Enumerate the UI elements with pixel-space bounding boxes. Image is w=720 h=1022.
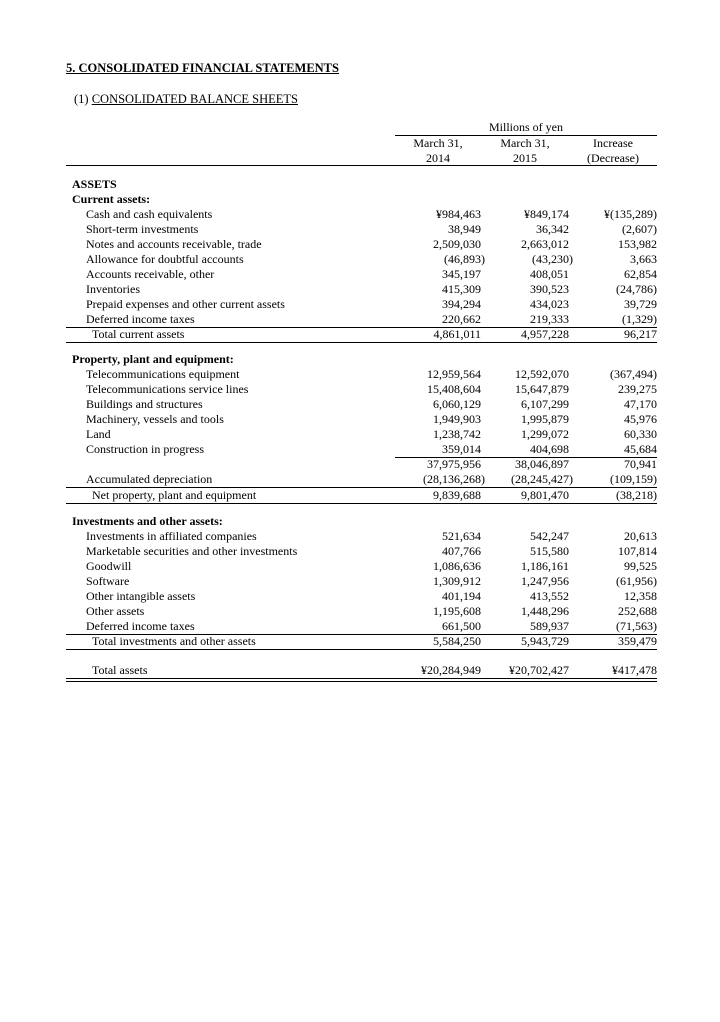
value-2015: 515,580 xyxy=(530,544,569,558)
row-label: Accumulated depreciation xyxy=(86,472,213,486)
table-row xyxy=(66,382,657,397)
value-2015: 1,299,072 xyxy=(521,427,569,441)
subsection-title-text: CONSOLIDATED BALANCE SHEETS xyxy=(91,92,298,106)
value-2014: (28,136,268) xyxy=(423,472,485,486)
value-2015: 1,186,161 xyxy=(521,559,569,573)
section-title: 5. CONSOLIDATED FINANCIAL STATEMENTS xyxy=(66,61,339,75)
table-row xyxy=(66,574,657,589)
column-header-2014 xyxy=(395,136,481,166)
column-header-2015 xyxy=(481,136,569,166)
value-change: 60,330 xyxy=(624,427,657,441)
value-change: (109,159) xyxy=(610,472,657,486)
value-2014: 12,959,564 xyxy=(427,367,481,381)
value-change: 62,854 xyxy=(624,267,657,281)
row-label: Deferred income taxes xyxy=(86,619,195,633)
value-2014: 521,634 xyxy=(442,529,481,543)
row-label: Machinery, vessels and tools xyxy=(86,412,224,426)
row-label: Accounts receivable, other xyxy=(86,267,215,281)
value-2014: 1,238,742 xyxy=(433,427,481,441)
value-change: 153,982 xyxy=(618,237,657,251)
value-change: 39,729 xyxy=(624,297,657,311)
value-2014: 220,662 xyxy=(442,312,481,326)
value-2015: (43,230) xyxy=(532,252,573,266)
value-2014: 6,060,129 xyxy=(433,397,481,411)
value-change: 47,170 xyxy=(624,397,657,411)
value-change: (38,218) xyxy=(616,488,657,502)
table-row xyxy=(66,222,657,237)
value-2014: 15,408,604 xyxy=(427,382,481,396)
row-label: Net property, plant and equipment xyxy=(92,488,257,502)
row-label: Other assets xyxy=(86,604,145,618)
value-change: 20,613 xyxy=(624,529,657,543)
value-2015: 404,698 xyxy=(530,442,569,456)
row-label: Prepaid expenses and other current assets xyxy=(86,297,285,311)
value-change: 3,663 xyxy=(630,252,657,266)
value-2014: 2,509,030 xyxy=(433,237,481,251)
value-change: (2,607) xyxy=(622,222,657,236)
value-2015: 413,552 xyxy=(530,589,569,603)
row-label: Construction in progress xyxy=(86,442,204,456)
value-2015: 542,247 xyxy=(530,529,569,543)
value-2014: 38,949 xyxy=(448,222,481,236)
subsection-prefix: (1) xyxy=(74,92,92,106)
subtotal-row xyxy=(66,488,657,503)
value-2015: ¥20,702,427 xyxy=(509,663,569,677)
column-header-change xyxy=(569,136,657,166)
section-heading-investments xyxy=(66,514,657,529)
column-header-change-line1: Increase xyxy=(593,136,633,150)
value-2015: 589,937 xyxy=(530,619,569,633)
value-2014: 394,294 xyxy=(442,297,481,311)
value-change: (24,786) xyxy=(616,282,657,296)
value-2015: 408,051 xyxy=(530,267,569,281)
value-2014: ¥20,284,949 xyxy=(421,663,481,677)
header-divider xyxy=(66,165,657,166)
table-row xyxy=(66,252,657,267)
row-label: Total assets xyxy=(92,663,148,677)
column-header-2015-line1: March 31, xyxy=(500,136,550,150)
value-2014: 407,766 xyxy=(442,544,481,558)
table-row xyxy=(66,267,657,282)
column-header-2014-line1: March 31, xyxy=(413,136,463,150)
total-row xyxy=(66,663,657,678)
table-row xyxy=(66,237,657,252)
row-label: Cash and cash equivalents xyxy=(86,207,213,221)
subtotal-rule xyxy=(66,503,657,504)
value-2015: 4,957,228 xyxy=(521,327,569,341)
value-2015: 36,342 xyxy=(536,222,569,236)
table-row xyxy=(66,559,657,574)
subtotal-row xyxy=(66,327,657,342)
row-label: Buildings and structures xyxy=(86,397,203,411)
subtotal-row xyxy=(66,457,657,472)
value-2015: ¥849,174 xyxy=(524,207,569,221)
value-2015: 1,995,879 xyxy=(521,412,569,426)
table-row xyxy=(66,297,657,312)
value-change: 45,684 xyxy=(624,442,657,456)
value-2014: 9,839,688 xyxy=(433,488,481,502)
value-2014: 415,309 xyxy=(442,282,481,296)
value-2015: 5,943,729 xyxy=(521,634,569,648)
value-2014: 4,861,011 xyxy=(433,327,481,341)
value-2015: 15,647,879 xyxy=(515,382,569,396)
value-2014: ¥984,463 xyxy=(436,207,481,221)
value-change: (1,329) xyxy=(622,312,657,326)
subtotal-rule xyxy=(66,649,657,650)
table-row xyxy=(66,442,657,457)
value-2014: 401,194 xyxy=(442,589,481,603)
row-label: Other intangible assets xyxy=(86,589,196,603)
row-label: Total investments and other assets xyxy=(92,634,256,648)
row-label: Short-term investments xyxy=(86,222,199,236)
column-header-change-line2: (Decrease) xyxy=(587,151,639,165)
row-label: Inventories xyxy=(86,282,140,296)
value-2014: 1,949,903 xyxy=(433,412,481,426)
row-label: ASSETS xyxy=(72,177,117,191)
value-change: 252,688 xyxy=(618,604,657,618)
table-row xyxy=(66,529,657,544)
value-2015: 1,247,956 xyxy=(521,574,569,588)
row-label: Telecommunications equipment xyxy=(86,367,240,381)
total-double-rule xyxy=(66,678,657,682)
table-row xyxy=(66,604,657,619)
value-2014: 5,584,250 xyxy=(433,634,481,648)
section-heading-current-assets xyxy=(66,192,657,207)
table-row xyxy=(66,427,657,442)
value-2014: (46,893) xyxy=(444,252,485,266)
table-row xyxy=(66,282,657,297)
value-change: 45,976 xyxy=(624,412,657,426)
value-change: 12,358 xyxy=(624,589,657,603)
section-heading-ppe xyxy=(66,352,657,367)
value-change: 96,217 xyxy=(624,327,657,341)
row-label: Land xyxy=(86,427,111,441)
value-2014: 345,197 xyxy=(442,267,481,281)
units-header: Millions of yen xyxy=(395,119,657,136)
value-2014: 359,014 xyxy=(442,442,481,456)
table-row xyxy=(66,397,657,412)
value-change: ¥(135,289) xyxy=(604,207,657,221)
value-2015: (28,245,427) xyxy=(511,472,573,486)
subtotal-row xyxy=(66,634,657,649)
value-2015: 2,663,012 xyxy=(521,237,569,251)
value-2015: 1,448,296 xyxy=(521,604,569,618)
value-change: 70,941 xyxy=(624,457,657,471)
value-2015: 390,523 xyxy=(530,282,569,296)
table-row xyxy=(66,472,657,487)
subsection-title xyxy=(74,92,298,107)
value-change: 99,525 xyxy=(624,559,657,573)
row-label: Deferred income taxes xyxy=(86,312,195,326)
value-2015: 219,333 xyxy=(530,312,569,326)
row-label: Software xyxy=(86,574,130,588)
table-row xyxy=(66,312,657,327)
subtotal-rule xyxy=(66,342,657,343)
value-change: ¥417,478 xyxy=(612,663,657,677)
row-label: Investments and other assets: xyxy=(72,514,223,528)
table-row xyxy=(66,367,657,382)
value-2015: 6,107,299 xyxy=(521,397,569,411)
value-2014: 1,195,608 xyxy=(433,604,481,618)
row-label: Current assets: xyxy=(72,192,151,206)
column-header-2015-line2: 2015 xyxy=(513,151,537,165)
value-change: (367,494) xyxy=(610,367,657,381)
row-label: Notes and accounts receivable, trade xyxy=(86,237,262,251)
value-change: 107,814 xyxy=(618,544,657,558)
value-2014: 1,086,636 xyxy=(433,559,481,573)
row-label: Total current assets xyxy=(92,327,185,341)
value-2014: 37,975,956 xyxy=(427,457,481,471)
value-change: (61,956) xyxy=(616,574,657,588)
value-2015: 434,023 xyxy=(530,297,569,311)
table-row xyxy=(66,412,657,427)
row-label: Marketable securities and other investments xyxy=(86,544,298,558)
column-header-2014-line2: 2014 xyxy=(426,151,450,165)
row-label: Property, plant and equipment: xyxy=(72,352,234,366)
value-2015: 9,801,470 xyxy=(521,488,569,502)
table-row xyxy=(66,619,657,634)
table-row xyxy=(66,207,657,222)
table-row xyxy=(66,589,657,604)
value-change: 239,275 xyxy=(618,382,657,396)
row-label: Allowance for doubtful accounts xyxy=(86,252,244,266)
value-change: (71,563) xyxy=(616,619,657,633)
value-2014: 1,309,912 xyxy=(433,574,481,588)
value-change: 359,479 xyxy=(618,634,657,648)
value-2015: 38,046,897 xyxy=(515,457,569,471)
value-2014: 661,500 xyxy=(442,619,481,633)
row-label: Telecommunications service lines xyxy=(86,382,249,396)
section-heading-assets xyxy=(66,177,657,192)
value-2015: 12,592,070 xyxy=(515,367,569,381)
row-label: Investments in affiliated companies xyxy=(86,529,257,543)
table-row xyxy=(66,544,657,559)
row-label: Goodwill xyxy=(86,559,132,573)
